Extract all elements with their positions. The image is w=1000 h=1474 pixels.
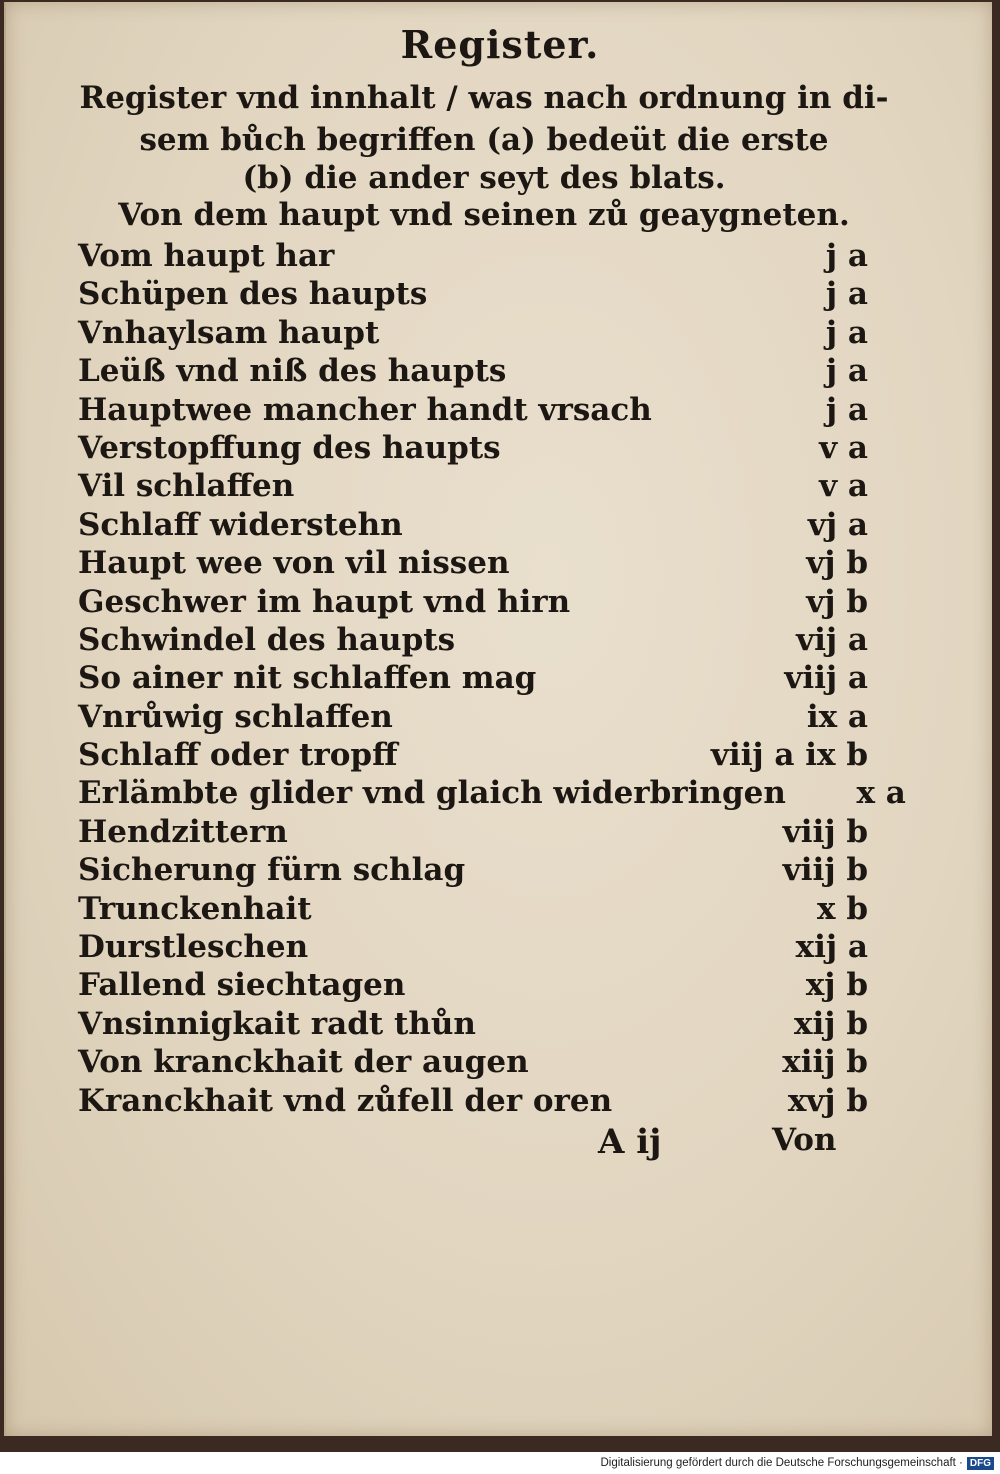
entry-text: Vnsinnigkait radt thůn	[78, 1005, 476, 1042]
register-entry	[78, 660, 868, 698]
credit-text: Digitalisierung gefördert durch die Deutsche Forschungsgemeinschaft ·	[600, 1457, 963, 1469]
register-entry	[78, 1006, 868, 1044]
register-entry	[78, 1044, 868, 1082]
entry-folio: vij a	[796, 621, 868, 658]
entry-folio: j a	[825, 353, 868, 390]
register-entry	[78, 967, 868, 1005]
entry-text: Leüß vnd niß des haupts	[78, 353, 507, 390]
register-entry	[78, 622, 868, 660]
register-entry	[78, 852, 868, 890]
register-entry	[78, 929, 868, 967]
entry-folio: v a	[819, 468, 868, 505]
entry-folio: vj a	[807, 506, 868, 543]
entry-text: Haupt wee von vil nissen	[78, 545, 510, 582]
register-entry	[78, 737, 868, 775]
entry-folio: viij a	[784, 660, 868, 697]
register-entry	[78, 584, 868, 622]
register-entry	[78, 699, 868, 737]
entry-text: Hauptwee mancher handt vrsach	[78, 391, 652, 428]
register-entry	[78, 814, 868, 852]
register-entry	[78, 545, 868, 583]
title-line-1: Register vnd innhalt / was nach ordnung in di-	[79, 80, 889, 116]
entry-folio: ix a	[806, 698, 868, 735]
register-entry	[78, 891, 868, 929]
title-line-3: (b) die ander seyt des blats.	[242, 160, 726, 196]
entry-text: Trunckenhait	[78, 890, 312, 927]
entry-folio: v a	[819, 429, 868, 466]
entry-folio: xij a	[795, 929, 868, 966]
register-entry	[78, 392, 868, 430]
entry-text: Geschwer im haupt vnd hirn	[78, 583, 571, 620]
entry-folio: xj b	[805, 967, 868, 1004]
section-heading: Von dem haupt vnd seinen zů geaygneten.	[118, 197, 850, 233]
entry-text: Schwindel des haupts	[78, 621, 456, 658]
entry-text: Hendzittern	[78, 813, 288, 850]
entry-folio: j a	[825, 238, 868, 274]
entry-text: Durstleschen	[78, 929, 309, 966]
register-entry	[78, 353, 868, 391]
entry-text: Vnrůwig schlaffen	[78, 698, 393, 735]
entry-folio: vj b	[806, 583, 868, 620]
register-entry	[78, 430, 868, 468]
running-head: Register.	[400, 22, 600, 67]
register-entry	[78, 238, 868, 276]
entry-text: Von kranckhait der augen	[78, 1044, 529, 1081]
entry-text: Verstopffung des haupts	[78, 429, 501, 466]
entry-folio: j a	[825, 276, 868, 313]
entry-folio: x a	[856, 775, 906, 812]
entry-text: Vil schlaffen	[78, 468, 295, 505]
register-entry	[78, 1083, 868, 1121]
entry-folio: viij a ix b	[710, 737, 868, 774]
entry-text: Erlämbte glider vnd glaich widerbringen	[78, 775, 786, 812]
entry-text: Vnhaylsam haupt	[78, 314, 380, 351]
entry-folio: vj b	[806, 545, 868, 582]
catchword: Von	[772, 1122, 837, 1158]
register-list	[78, 238, 906, 1121]
entry-folio: xiij b	[782, 1044, 868, 1081]
dfg-logo: DFG	[967, 1457, 994, 1470]
entry-text: Schüpen des haupts	[78, 276, 428, 313]
entry-folio: xij b	[794, 1005, 868, 1042]
register-entry	[78, 276, 868, 314]
entry-folio: x b	[817, 890, 868, 927]
entry-folio: viij b	[782, 852, 868, 889]
entry-text: Schlaff widerstehn	[78, 506, 403, 543]
entry-text: Schlaff oder tropff	[78, 737, 398, 774]
entry-text: Kranckhait vnd zůfell der oren	[78, 1082, 613, 1119]
signature-mark: A ij	[598, 1122, 662, 1162]
register-entry	[78, 507, 868, 545]
entry-text: So ainer nit schlaffen mag	[78, 660, 537, 697]
entry-folio: j a	[825, 314, 868, 351]
entry-text: Fallend siechtagen	[78, 967, 406, 1004]
entry-folio: j a	[825, 391, 868, 428]
entry-text: Vom haupt har	[78, 238, 335, 274]
entry-folio: xvj b	[787, 1082, 868, 1119]
title-line-2: sem bůch begriffen (a) bedeüt die erste	[139, 122, 829, 158]
entry-text: Sicherung fürn schlag	[78, 852, 466, 889]
register-entry	[78, 468, 868, 506]
register-entry	[78, 315, 868, 353]
entry-folio: viij b	[782, 813, 868, 850]
register-entry	[78, 775, 906, 813]
digitization-credit	[540, 1452, 1000, 1474]
